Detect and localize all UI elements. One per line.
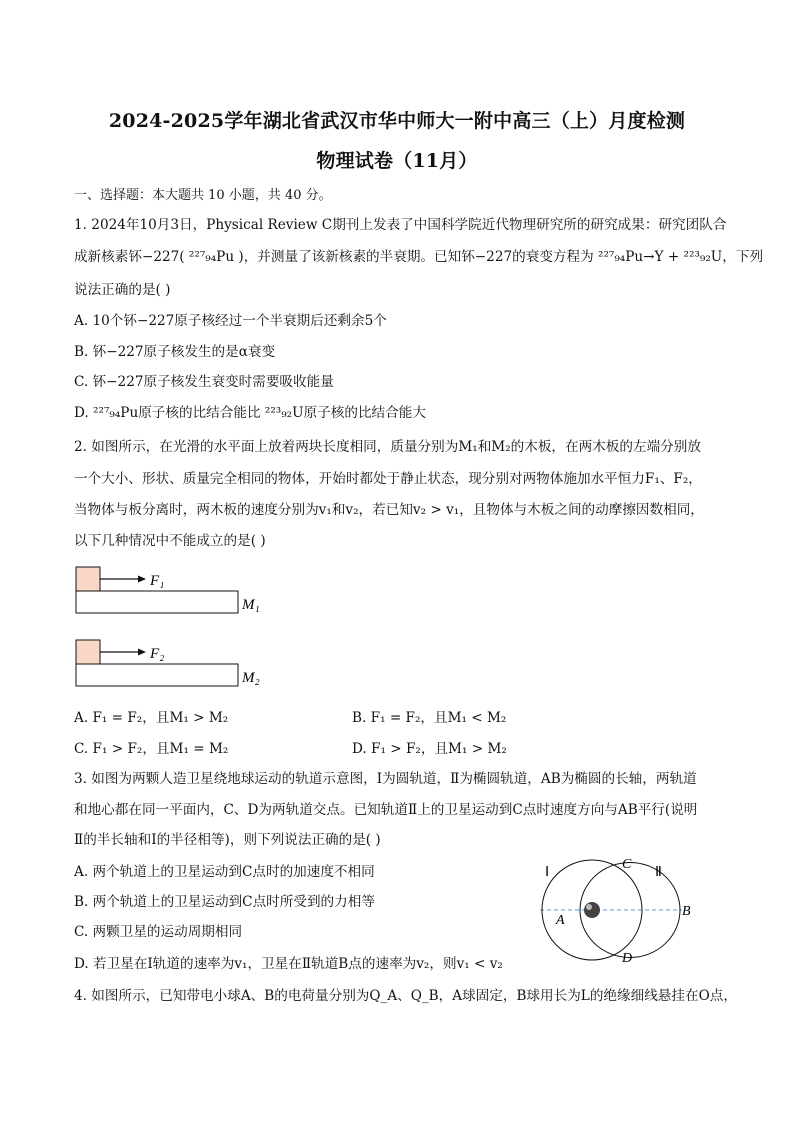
board-2 <box>76 664 238 686</box>
q2-figure <box>70 562 290 692</box>
label-orbit-II: Ⅱ <box>655 865 662 880</box>
q2-line4: 以下几种情况中不能成立的是( ) <box>74 533 266 549</box>
board-1 <box>76 591 238 613</box>
q1-line2: 成新核素钚−227( ²²⁷₉₄Pu )，并测量了该新核素的半衰期。已知钚−227的衰变方程为 ²²⁷₉₄Pu→Y + ²²³₉₂U，下列 <box>74 249 764 265</box>
q3-option-b: B. 两个轨道上的卫星运动到C点时所受到的力相等 <box>74 894 375 910</box>
q1-option-d: D. ²²⁷₉₄Pu原子核的比结合能比 ²²³₉₂U原子核的比结合能大 <box>74 405 426 421</box>
label-f2: F₂ <box>150 646 165 662</box>
q1-option-c: C. 钚−227原子核发生衰变时需要吸收能量 <box>74 374 334 390</box>
force-arrowhead-1 <box>138 576 146 583</box>
label-point-B: B <box>682 904 691 919</box>
q4-line1: 4. 如图所示，已知带电小球A、B的电荷量分别为Q_A、Q_B，A球固定，B球用长为L的绝缘细线悬挂在O点， <box>74 988 737 1004</box>
section-heading: 一、选择题：本大题共 10 小题，共 40 分。 <box>74 188 332 203</box>
label-f1: F₁ <box>150 573 165 589</box>
earth-sphere-icon <box>584 902 600 918</box>
q2-line3: 当物体与板分离时，两木板的速度分别为v₁和v₂，若已知v₂ > v₁，且物体与木板之间的动摩擦因数相同， <box>74 502 704 518</box>
q2-line2: 一个大小、形状、质量完全相同的物体，开始时都处于静止状态，现分别对两物体施加水平恒力F₁、F₂， <box>74 471 702 487</box>
q3-line2: 和地心都在同一平面内，C、D为两轨道交点。已知轨道Ⅱ上的卫星运动到C点时速度方向与AB平行(说明 <box>74 802 698 818</box>
label-point-C: C <box>622 857 632 872</box>
label-m1: M₁ <box>242 597 260 613</box>
q1-option-a: A. 10个钚−227原子核经过一个半衰期后还剩余5个 <box>74 313 387 329</box>
q2-option-c: C. F₁ > F₂，且M₁ = M₂ <box>74 741 229 757</box>
q2-line1: 2. 如图所示，在光滑的水平面上放着两块长度相同，质量分别为M₁和M₂的木板，在两木板的左端分别放 <box>74 439 701 455</box>
q2-option-b: B. F₁ = F₂，且M₁ < M₂ <box>352 710 507 726</box>
q3-orbit-figure <box>530 852 720 970</box>
force-arrowhead-2 <box>138 649 146 656</box>
q3-line1: 3. 如图为两颗人造卫星绕地球运动的轨道示意图，Ⅰ为圆轨道，Ⅱ为椭圆轨道，AB为椭圆的长轴，两轨道 <box>74 771 697 787</box>
q3-option-c: C. 两颗卫星的运动周期相同 <box>74 924 243 940</box>
exam-title-line1: 2024-2025学年湖北省武汉市华中师大一附中高三（上）月度检测 <box>108 110 686 132</box>
q1-line3: 说法正确的是( ) <box>74 282 171 298</box>
label-m2: M₂ <box>242 670 260 686</box>
q3-option-a: A. 两个轨道上的卫星运动到C点时的加速度不相同 <box>74 864 375 880</box>
earth-highlight <box>586 904 592 910</box>
q2-option-a: A. F₁ = F₂，且M₁ > M₂ <box>74 710 229 726</box>
q3-option-d: D. 若卫星在Ⅰ轨道的速率为v₁，卫星在Ⅱ轨道B点的速率为v₂，则v₁ < v₂ <box>74 956 503 972</box>
label-orbit-I: Ⅰ <box>545 865 550 880</box>
block-2 <box>76 640 100 664</box>
exam-title-line2: 物理试卷（11月） <box>316 150 478 172</box>
q1-option-b: B. 钚−227原子核发生的是α衰变 <box>74 344 276 360</box>
q2-option-d: D. F₁ > F₂，且M₁ > M₂ <box>352 741 507 757</box>
block-1 <box>76 567 100 591</box>
q3-line3: Ⅱ的半长轴和Ⅰ的半径相等)，则下列说法正确的是( ) <box>74 832 381 848</box>
label-point-A: A <box>556 913 565 928</box>
label-point-D: D <box>622 951 633 966</box>
q1-line1: 1. 2024年10月3日，Physical Review C期刊上发表了中国科学院近代物理研究所的研究成果：研究团队合 <box>74 217 727 233</box>
